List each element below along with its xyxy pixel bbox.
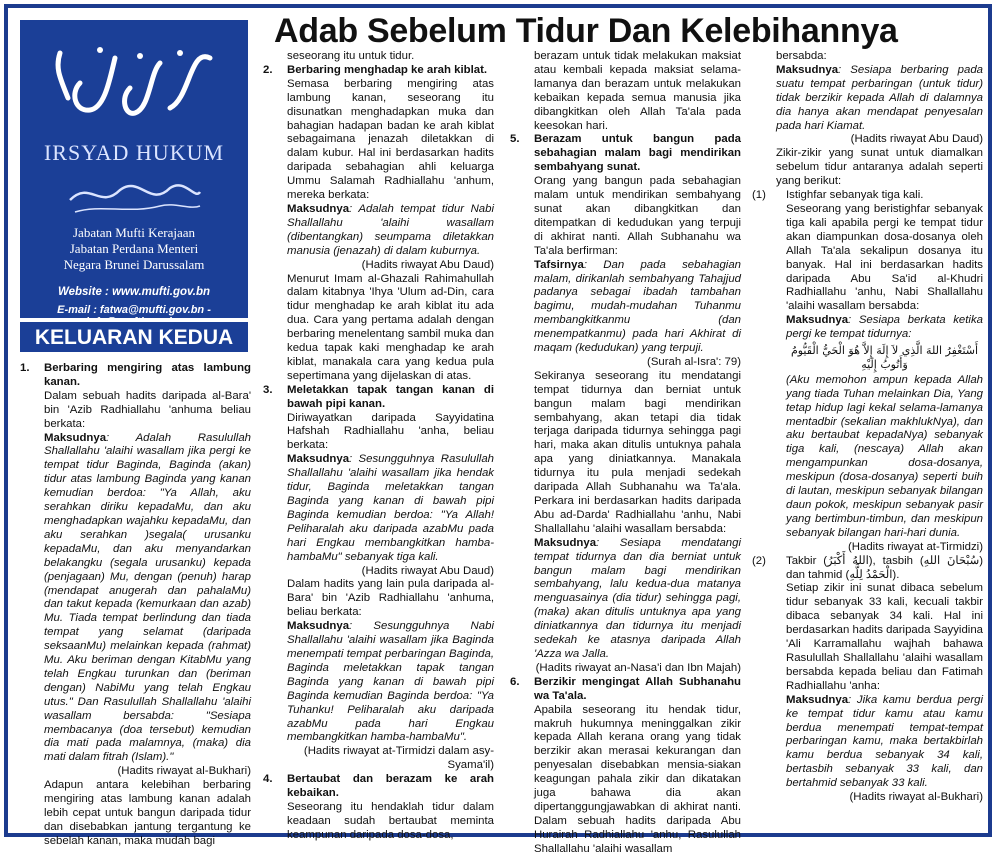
hadith-translation: Maksudnya: Sesungguhnya Rasulullah Shallallahu 'alaihi wasallam jika hendak tidur, Baginda meletakkan tangan Baginda yang kanan di bawah pipi Baginda kemudian berdoa: "Ya Allah! Peliharalah aku daripada azabMu pada hari Engkau membangkitkan hamba-hambaMu" sebanyak tiga kali. (287, 453, 494, 563)
paragraph: Diriwayatkan daripada Sayyidatina Hafshah Radhiallahu 'anha, beliau berkata: (287, 411, 494, 452)
organization-lines (20, 225, 248, 273)
paragraph: berazam untuk tidak melakukan maksiat atau kembali kepada maksiat selama-lamanya dan berazam untuk melakukan kebaikan kepada semua manusia jika dibangkitkan oleh Allah Ta'ala pada keesokan hari. (534, 50, 741, 132)
paragraph: Semasa berbaring mengiring atas lambung kanan, seseorang itu disunatkan menghadapkan muka dan bahagian hadapan badan ke arah kiblat sebagaimana jenazah diletakkan di dalam kubur. Hal ini berdasarkan hadits daripada sebahagian ahli keluarga Ummu Salamah Radhiallahu 'anhum, mereka berkata: (287, 77, 494, 202)
paragraph: Menurut Imam al-Ghazali Rahimahullah dalam kitabnya 'Ihya 'Ulum ad-Din, cara tidur menghadap ke arah kiblat itu ada dua. Cara yang pertama adalah dengan berbaring menelentang sambil muka dan kedua tapak kaki menghadap ke arah kiblat, manakala cara yang kedua pula sepertimana yang dijelaskan di atas. (287, 272, 494, 382)
column-2 (263, 50, 494, 843)
citation: (Surah al-Isra': 79) (647, 355, 741, 368)
section-number: 1. (20, 362, 30, 374)
citation: (Hadits riwayat al-Bukhari) (117, 765, 251, 778)
hadith-translation: Maksudnya: Sesungguhnya Nabi Shallallahu 'alaihi wasallam jika Baginda menempati tempat perbaringan Baginda, Baginda meletakkan tapak tangan Baginda yang kanan di bawah pipi Baginda kemudian Baginda berdoa: "Ya Tuhanku! Peliharalah aku daripada azabMu pada hari Engkau membangkitkan hamba-hambaMu". (287, 620, 494, 744)
section-number: 4. (263, 773, 273, 786)
sub-number: (1) (752, 189, 766, 202)
sub-heading: Istighfar sebanyak tiga kali. (786, 189, 924, 202)
quran-translation: Tafsirnya: Dan pada sebahagian malam, dirikanlah sembahyang Tahajjud padanya sebagai ibadah tambahan bagimu, mudah-mudahan Tuhanmu membangkitkanmu (dan menempatkanmu) pada hari Akhirat di maqam (kedudukan) yang terpuji. (534, 258, 741, 355)
hadith-translation: Maksudnya: Adalah Rasulullah Shallallahu 'alaihi wasallam jika pergi ke tempat tidur Baginda, Baginda (akan) tidur atas lambung Baginda yang kanan kemudian berdoa: "Ya Allah, aku serahkan diriku kepadaMu, dan aku menghadapkan wajahku kepadaMu, dan aku serahkan )segala( urusanku kepadaMu, dan aku menyandarkan belakangku (segala urusanku) kepada (penjagaan) Mu, dengan (penuh) harap (mendapat anugerah dan pahalaMu) dan takut kepada (kemurkaan dan azab) Mu. Tiada tempat berlindung dan tiada tempat yang selamat (daripada seksaanMu) melainkan kepada (rahmat) Mu. Aku beriman dengan KitabMu yang telah Engkau turunkan dan (beriman dengan) NabiMu yang telah Engkau utus." Dan Rasulullah Shallallahu 'alaihi wasallam bersabda: "Sesiapa membacanya (doa tersebut) kemudian dia mati pada malamnya, (maka) dia mati dalam fitrah (Islam)." (44, 431, 251, 764)
brand-name: IRSYAD HUKUM (43, 140, 225, 165)
section-number: 5. (510, 133, 520, 146)
hadith-translation: Maksudnya: Sesiapa berbaring pada suatu tempat perbaringan (untuk tidur) tidak berzikir kepada Allah di dalamnya dia hanya akan mendapat penyesalan pada hari Kiamat. (776, 63, 983, 132)
section-number: 6. (510, 675, 520, 688)
section-4 (263, 773, 494, 843)
section-heading: Berbaring mengiring atas lambung kanan. (44, 362, 251, 388)
section-number: 3. (263, 383, 273, 396)
citation: (Hadits riwayat at-Tirmidzi dalam asy-Syama'il) (303, 745, 494, 772)
column-3 (510, 50, 741, 857)
paragraph: Orang yang bangun pada sebahagian malam untuk mendirikan sembahyang sunat akan dibangkitkan dan ditempatkan di kedudukan yang terpuji di akhirat nanti. Allah Subhanahu wa Ta'ala berfirman: (534, 175, 741, 257)
sub-heading: Takbir (اللهُ أَكْبَرُ), tasbih (سُبْحَانَ اللهِ) dan tahmid (الْحَمْدُ لِلَّهِ). (786, 554, 983, 581)
zikir-item-2 (752, 555, 983, 805)
citation: (Hadits riwayat an-Nasa'i dan Ibn Majah) (535, 661, 741, 674)
citation: (Hadits riwayat Abu Daud) (850, 133, 983, 146)
org-line-3: Negara Brunei Darussalam (63, 257, 205, 272)
paragraph: Setiap zikir ini sunat dibaca sebelum tidur sebanyak 33 kali, kecuali takbir dibaca sebanyak 34 kali. Hal ini berdasarkan hadits daripada Sayyidina 'Ali Karramallahu wajhah bahawa Rasulullah Shallallahu 'alaihi wasallam bersabda kepada beliau dan Fatimah Radhiallahu 'anha: (786, 582, 983, 692)
label: Maksudnya (44, 431, 107, 444)
org-line-1: Jabatan Mufti Kerajaan (72, 225, 195, 240)
arabic-calligraphy-logo (40, 38, 228, 130)
paragraph: Dalam hadits yang lain pula daripada al-Bara' bin 'Azib Radhiallahu 'anhuma, beliau berkata: (287, 578, 494, 619)
section-2 (263, 64, 494, 384)
paragraph: Sekiranya seseorang itu mendatangi tempat tidurnya dan berniat untuk bangun malam bagi mendirikan sembahyang, akan tetapi dia tidak terjaga daripada tidurnya sehingga pagi hari, maka akan ditulis untuknya pahala apa yang diniatkannya. Manakala tidurnya itu pula menjadi sedekah daripada Allah Subhanahu wa Ta'ala. Perkara ini berdasarkan hadits daripada Abu ad-Darda' Radhiallahu 'anhu, Nabi Shallallahu 'alaihi wasallam bersabda: (534, 369, 741, 535)
section-6 (510, 676, 741, 857)
section-heading: Bertaubat dan berazam ke arah kebaikan. (287, 773, 494, 800)
section-number: 2. (263, 63, 273, 76)
section-5 (510, 133, 741, 675)
citation: (Hadits riwayat at-Tirmidzi) (847, 540, 983, 553)
hadith-translation: Maksudnya: Adalah tempat tidur Nabi Shallallahu 'alaihi wasallam (dibentangkan) seumpama diletakkan manusia (jenazah) di dalam kuburnya. (287, 202, 494, 257)
paragraph: Apabila seseorang itu hendak tidur, makruh hukumnya meninggalkan zikir kepada Allah kerana orang yang tidak berzikir akan merasai kekurangan dan penyesalan disebabkan mensia-siakan keagungan pahala zikir dan dikatakan juga bahawa dia akan dipertanggungjawabkan di akhirat nanti. Dalam sebuah hadits daripada Abu Hurairah Radhiallahu 'anhu, Rasulullah Shallallahu 'alaihi wasallam (534, 703, 741, 855)
section-heading: Berbaring menghadap ke arah kiblat. (287, 63, 488, 76)
page-title: Adab Sebelum Tidur Dan Kelebihannya (274, 12, 898, 50)
paragraph: Zikir-zikir yang sunat untuk diamalkan sebelum tidur antaranya adalah seperti yang berikut: (776, 147, 983, 188)
column-4 (752, 50, 983, 805)
zikir-item-1 (752, 189, 983, 555)
citation: (Hadits riwayat Abu Daud) (361, 564, 494, 577)
hadith-translation: Maksudnya: Sesiapa mendatangi tempat tidurnya dan dia berniat untuk bangun malam bagi mendirikan sembahyang, lalu kedua-dua matanya menguasainya (dia tidur) sehingga pagi, (maka) akan ditulis untuknya apa yang diniatkannya dan tidurnya itu menjadi sedekah ke atasnya daripada Allah 'Azza wa Jalla. (534, 536, 741, 660)
paragraph: Seseorang itu hendaklah tidur dalam keadaan sudah bertaubat meminta keampunan daripada dosa-dosa, (287, 800, 494, 841)
paragraph: Adapun antara kelebihan berbaring mengiring atas lambung kanan adalah lebih cepat untuk bangun daripada tidur dan disebabkan jantung tergantung ke sebelah kanan, maka mudah bagi (44, 779, 251, 847)
issue-banner: KELUARAN KEDUA (20, 322, 248, 352)
org-line-2: Jabatan Perdana Menteri (69, 241, 199, 256)
section-3 (263, 384, 494, 773)
citation: (Hadits riwayat al-Bukhari) (849, 791, 983, 804)
section-heading: Meletakkan tapak tangan kanan di bawah pipi kanan. (287, 383, 494, 410)
email: E-mail : fatwa@mufti.gov.bn - (57, 304, 211, 316)
paragraph: Dalam sebuah hadits daripada al-Bara' bin 'Azib Radhiallahu 'anhuma beliau berkata: (44, 389, 251, 430)
hadith-translation: Maksudnya: Jika kamu berdua pergi ke tempat tidur kamu atau kamu berdua menempati tempat-tempat perbaringan kamu, maka bertakbirlah kamu berdua sebanyak 34 kali, bertasbih sebanyak 33 kali, dan bertahmid sebanyak 33 kali. (786, 693, 983, 790)
jawi-subtitle-logo (60, 170, 208, 216)
website: Website : www.mufti.gov.bn (57, 286, 211, 298)
paragraph: seseorang itu untuk tidur. (287, 50, 415, 62)
arabic-text: أَسْتَغْفِرُ اللهَ الَّذِي لاَ إِلَهَ إِلاَّ هُوَ الْحَيُّ الْقَيُّومُ وَأَتُوبُ إِلَيْهِ (790, 344, 979, 371)
citation: (Hadits riwayat Abu Daud) (361, 258, 494, 271)
paragraph: Seseorang yang beristighfar sebanyak tiga kali apabila pergi ke tempat tidur akan diampunkan dosa-dosanya oleh Allah Ta'ala sekalipun dosanya itu banyak. Hal ini berdasarkan hadits daripada Abu Sa'id al-Khudri Radhiallahu 'anhu, Nabi Shallallahu 'alaihi wasallam bersabda: (786, 202, 983, 313)
sub-number: (2) (752, 554, 766, 567)
hadith-translation: Maksudnya: Sesiapa berkata ketika pergi ke tempat tidurnya: (786, 314, 983, 341)
logo-panel (20, 20, 248, 318)
section-heading: Berazam untuk bangun pada sebahagian malam bagi mendirikan sembahyang sunat. (534, 133, 741, 174)
section-1 (20, 362, 251, 779)
column-1 (20, 362, 251, 849)
hadith-translation-cont: (Aku memohon ampun kepada Allah yang tiada Tuhan melainkan Dia, Yang tetap hidup lagi kekal selama-lamanya mentadbir (sekalian makhlukNya), dan aku bertaubat kepadaNya) sebanyak tiga kali, (nescaya) Allah akan mengampunkan dosa-dosanya, meskipun (dosa-dosanya) seperti buih di lautan, meskipun sebanyak bilangan daun pokok, meskipun sebanyak pasir yang bertimbun-timbun, dan meskipun sebanyak bilangan hari-hari dunia. (786, 373, 983, 539)
paragraph: bersabda: (776, 50, 827, 62)
section-heading: Berzikir mengingat Allah Subhanahu wa Ta'ala. (534, 675, 741, 702)
